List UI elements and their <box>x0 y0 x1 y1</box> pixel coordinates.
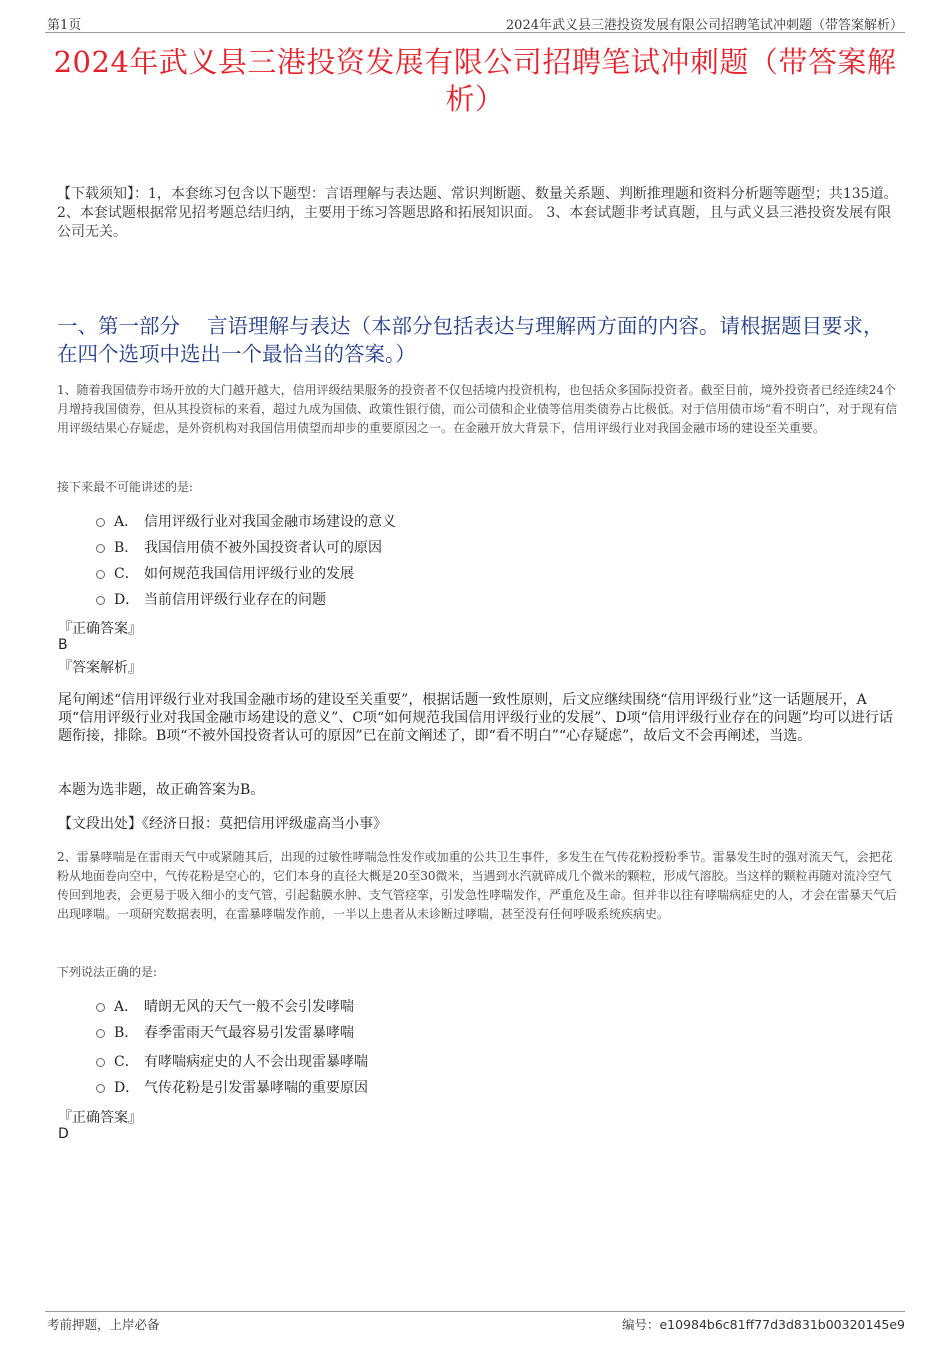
option-text: 春季雷雨天气最容易引发雷暴哮喘 <box>144 1025 354 1041</box>
radio-icon[interactable] <box>96 544 105 553</box>
radio-icon[interactable] <box>96 1029 105 1038</box>
question-1-option-b[interactable] <box>96 537 382 557</box>
option-text: 气传花粉是引发雷暴哮喘的重要原因 <box>144 1080 368 1096</box>
question-1-analysis-label: 『答案解析』 <box>58 660 142 676</box>
option-letter: C． <box>114 566 139 582</box>
option-letter: D． <box>114 1080 140 1096</box>
question-2-lead: 下列说法正确的是: <box>57 965 158 979</box>
option-letter: B． <box>114 1025 139 1041</box>
question-1-stem: 1、随着我国债券市场开放的大门越开越大，信用评级结果服务的投资者不仅包括境内投资机构，也包括众多国际投资者。截至目前，境外投资者已经连续24个月增持我国债券，但从其投资标的来看，超过九成为国债、政策性银行债，而公司债和企业债等信用类债券占比极低。对于信用债市场“看不明白”，对于现有信用评级结果心存疑虑，是外资机构对我国信用债望而却步的重要原因之一。在金融开放大背景下，信用评级行业对我国金融市场的建设至关重要。 <box>57 383 898 435</box>
radio-icon[interactable] <box>96 570 105 579</box>
option-text: 晴朗无风的天气一般不会引发哮喘 <box>144 999 354 1015</box>
option-text: 如何规范我国信用评级行业的发展 <box>144 566 354 582</box>
footer-divider <box>45 1311 905 1312</box>
question-2-option-c[interactable] <box>96 1051 368 1071</box>
option-letter: C． <box>114 1054 139 1070</box>
option-letter: A． <box>114 514 139 530</box>
option-text: 信用评级行业对我国金融市场建设的意义 <box>144 514 396 530</box>
footer-slogan: 考前押题，上岸必备 <box>47 1317 160 1332</box>
question-2-answer: D <box>58 1126 69 1142</box>
question-1-answer: B <box>58 637 68 653</box>
option-text: 当前信用评级行业存在的问题 <box>144 592 326 608</box>
radio-icon[interactable] <box>96 596 105 605</box>
question-2-stem: 2、雷暴哮喘是在雷雨天气中或紧随其后，出现的过敏性哮喘急性发作或加重的公共卫生事件，多发生在气传花粉授粉季节。雷暴发生时的强对流天气，会把花粉从地面卷向空中，气传花粉是空心的，它们本身的直径大概是20至30微米，当遇到水汽就碎成几个微米的颗粒，形成气溶胶。当这样的颗粒再随对流冷空气传回到地表，会更易于吸入细小的支气管，引起黏膜水肿、支气管痉挛，引发急性哮喘发作，严重危及生命。但并非以往有哮喘病症史的人，才会在雷暴天气后出现哮喘。一项研究数据表明，在雷暴哮喘发作前，一半以上患者从未诊断过哮喘，甚至没有任何呼吸系统疾病史。 <box>57 850 898 921</box>
question-1-lead: 接下来最不可能讲述的是: <box>57 480 194 494</box>
question-2-option-b[interactable] <box>96 1022 354 1042</box>
question-1-answer-label: 『正确答案』 <box>58 621 142 637</box>
question-1-conclusion: 本题为选非题，故正确答案为B。 <box>58 782 265 798</box>
download-notice: 【下载须知】：1，本套练习包含以下题型：言语理解与表达题、常识判断题、数量关系题、判断推理题和资料分析题等题型；共135道。 2、本套试题根据常见招考题总结归纳，主要用于练习答题思路和拓展知识面。 3、本套试题非考试真题，且与武义县三港投资发展有限公司无关。 <box>57 186 898 240</box>
question-2-option-d[interactable] <box>96 1077 368 1097</box>
footer-code-label: 编号： <box>621 1317 660 1332</box>
option-text: 我国信用债不被外国投资者认可的原因 <box>144 540 382 556</box>
document-title: 2024年武义县三港投资发展有限公司招聘笔试冲刺题（带答案解析） <box>53 45 897 116</box>
running-header-title: 2024年武义县三港投资发展有限公司招聘笔试冲刺题（带答案解析） <box>505 18 903 33</box>
section-heading: 一、第一部分 言语理解与表达（本部分包括表达与理解两方面的内容。请根据题目要求，在四个选项中选出一个最恰当的答案。） <box>57 314 884 366</box>
question-1-option-a[interactable] <box>96 511 396 531</box>
question-1-analysis: 尾句阐述“信用评级行业对我国金融市场的建设至关重要”，根据话题一致性原则，后文应继续围绕“信用评级行业”这一话题展开，A项“信用评级行业对我国金融市场建设的意义”、C项“如何规范我国信用评级行业的发展”、D项“信用评级行业存在的问题”均可以进行话题衔接，排除。B项“不被外国投资者认可的原因”已在前文阐述了，即“看不明白”“心存疑虑”，故后文不会再阐述，当选。 <box>58 692 893 744</box>
question-1-option-d[interactable] <box>96 589 326 609</box>
header-divider <box>45 32 905 33</box>
option-text: 有哮喘病症史的人不会出现雷暴哮喘 <box>144 1054 368 1070</box>
option-letter: A． <box>114 999 139 1015</box>
footer-code <box>622 1315 905 1333</box>
radio-icon[interactable] <box>96 1084 105 1093</box>
option-letter: B． <box>114 540 139 556</box>
page-number: 第1页 <box>47 18 82 33</box>
footer-code-value: e10984b6c81ff77d3d831b00320145e9 <box>659 1317 905 1332</box>
question-1-option-c[interactable] <box>96 563 354 583</box>
radio-icon[interactable] <box>96 1058 105 1067</box>
radio-icon[interactable] <box>96 518 105 527</box>
option-letter: D． <box>114 592 140 608</box>
question-1-source: 【文段出处】《经济日报：莫把信用评级虚高当小事》 <box>58 816 387 832</box>
radio-icon[interactable] <box>96 1003 105 1012</box>
question-2-option-a[interactable] <box>96 996 354 1016</box>
question-2-answer-label: 『正确答案』 <box>58 1110 142 1126</box>
